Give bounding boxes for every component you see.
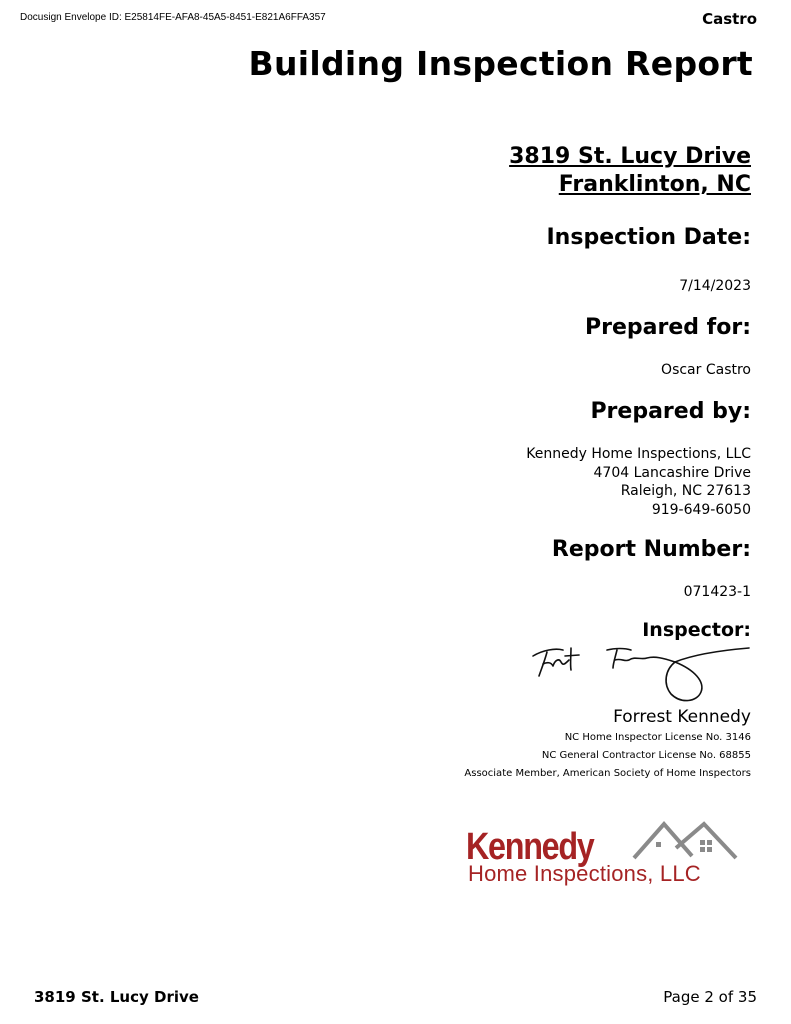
credential-line: NC General Contractor License No. 68855 [541,750,751,761]
footer-page-number: Page 2 of 35 [663,988,757,1006]
logo-wordmark: Kennedy [466,826,594,868]
prepared-by-block [526,445,751,519]
inspector-label: Inspector: [642,619,751,641]
company-street: 4704 Lancashire Drive [593,464,751,481]
report-number-label: Report Number: [551,537,751,562]
prepared-by-label: Prepared by: [590,399,751,424]
report-title: Building Inspection Report [248,44,753,83]
header-client-name: Castro [702,10,757,28]
address-line-2: Franklinton, NC [558,172,751,197]
property-address [509,143,751,199]
prepared-for-label: Prepared for: [585,315,751,340]
prepared-for-value: Oscar Castro [661,362,751,378]
inspection-date-label: Inspection Date: [546,225,751,250]
envelope-id: Docusign Envelope ID: E25814FE-AFA8-45A5-8451-E821A6FFA357 [20,12,326,23]
credential-line: Associate Member, American Society of Home Inspectors [464,768,751,779]
inspector-signature [525,640,755,710]
report-number-value: 071423-1 [683,584,751,600]
address-line-1: 3819 St. Lucy Drive [509,144,751,169]
company-city: Raleigh, NC 27613 [620,483,751,499]
logo-subtitle: Home Inspections, LLC [468,861,701,886]
company-logo [462,818,752,890]
inspector-name: Forrest Kennedy [613,707,751,727]
inspection-date-value: 7/14/2023 [679,278,751,294]
footer-address: 3819 St. Lucy Drive [34,988,199,1006]
inspector-credentials [464,729,751,783]
credential-line: NC Home Inspector License No. 3146 [564,732,751,743]
company-phone: 919-649-6050 [651,501,751,518]
company-name: Kennedy Home Inspections, LLC [526,446,751,462]
